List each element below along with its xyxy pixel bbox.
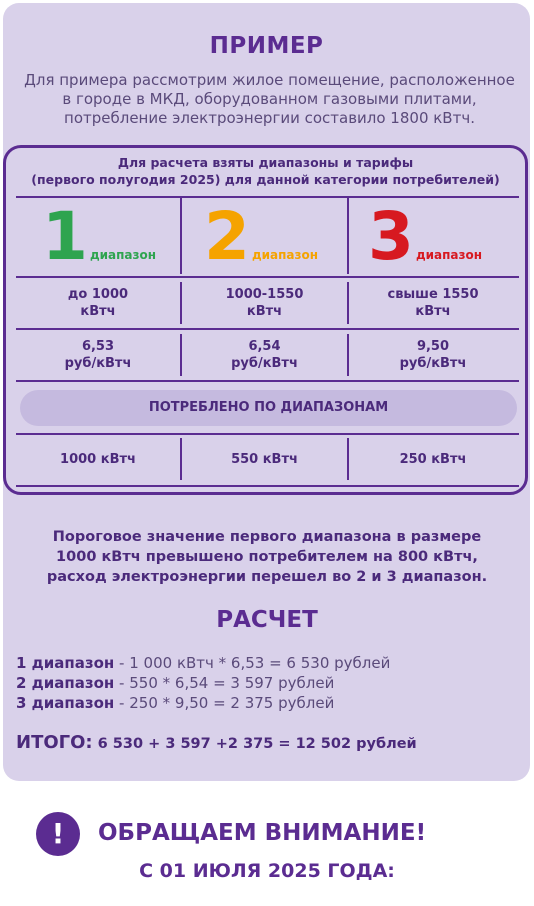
range-1-tariff	[16, 338, 180, 372]
range-3-consumed: 250 кВтч	[399, 452, 467, 467]
notice-date: С 01 ИЮЛЯ 2025 ГОДА:	[139, 860, 395, 882]
limit-value: свыше 1550	[387, 287, 479, 302]
intro-line: Для примера рассмотрим жилое помещение, расположенное	[24, 71, 515, 89]
range-2-tariff	[182, 338, 347, 372]
range-1-consumed: 1000 кВтч	[60, 452, 136, 467]
table-header-line: Для расчета взяты диапазоны и тарифы	[117, 155, 414, 170]
limit-unit: кВтч	[80, 304, 116, 319]
tariff-unit: руб/кВтч	[64, 356, 132, 371]
total-line	[16, 732, 417, 753]
range-3-number: 3	[368, 198, 414, 275]
calc-line-text: - 1 000 кВтч * 6,53 = 6 530 рублей	[114, 654, 391, 672]
threshold-note	[0, 527, 534, 587]
range-2-number: 2	[204, 198, 250, 275]
divider	[16, 380, 519, 382]
calc-line-text: - 250 * 9,50 = 2 375 рублей	[114, 694, 335, 712]
tariff-unit: руб/кВтч	[231, 356, 298, 371]
divider	[16, 433, 519, 435]
range-2-word: диапазон	[251, 248, 319, 262]
threshold-line: 1000 кВтч превышено потребителем на 800 кВтч,	[56, 549, 478, 565]
limit-unit: кВтч	[415, 304, 451, 319]
intro-line: потребление электроэнергии составило 1800 кВтч.	[64, 109, 475, 127]
limit-value: до 1000	[67, 287, 129, 302]
calc-line	[16, 673, 390, 693]
range-1-number: 1	[42, 198, 88, 275]
range-2-consumed: 550 кВтч	[231, 452, 298, 467]
tariff-value: 9,50	[416, 339, 450, 354]
limit-value: 1000-1550	[225, 287, 304, 302]
range-2-heading	[204, 198, 344, 275]
column-divider	[347, 198, 349, 274]
example-title: ПРИМЕР	[209, 33, 324, 59]
range-1-heading	[42, 198, 172, 275]
range-3-heading	[368, 198, 518, 275]
divider	[16, 328, 519, 330]
total-value: 6 530 + 3 597 +2 375 = 12 502 рублей	[92, 736, 417, 752]
calc-line-text: - 550 * 6,54 = 3 597 рублей	[114, 674, 335, 692]
table-header	[6, 154, 525, 188]
tariff-unit: руб/кВтч	[399, 356, 467, 371]
range-1-word: диапазон	[89, 248, 157, 262]
calc-line	[16, 693, 390, 713]
tariff-value: 6,53	[81, 339, 115, 354]
range-1-limit	[16, 286, 180, 320]
threshold-line: расход электроэнергии перешел во 2 и 3 диапазон.	[46, 569, 488, 585]
divider	[16, 485, 519, 487]
tariff-table	[3, 145, 528, 495]
intro-line: в городе в МКД, оборудованном газовыми плитами,	[62, 90, 477, 108]
calc-lines	[16, 653, 390, 713]
range-2-limit	[182, 286, 347, 320]
example-intro	[9, 71, 530, 128]
calc-line	[16, 653, 390, 673]
limit-unit: кВтч	[246, 304, 283, 319]
range-3-limit	[349, 286, 517, 320]
divider	[16, 276, 519, 278]
calc-title: РАСЧЕТ	[216, 607, 318, 633]
divider	[16, 196, 519, 198]
notice-title: ОБРАЩАЕМ ВНИМАНИЕ!	[98, 820, 427, 846]
total-label: ИТОГО:	[16, 732, 93, 753]
calc-line-label: 3 диапазон	[16, 694, 115, 712]
consumed-band: ПОТРЕБЛЕНО ПО ДИАПАЗОНАМ	[20, 390, 517, 426]
tariff-value: 6,54	[248, 339, 281, 354]
range-3-word: диапазон	[415, 248, 483, 262]
range-3-tariff	[349, 338, 517, 372]
column-divider	[180, 198, 182, 274]
exclamation-icon: !	[36, 812, 80, 856]
table-header-line: (первого полугодия 2025) для данной категории потребителей)	[31, 172, 500, 187]
threshold-line: Пороговое значение первого диапазона в размере	[52, 529, 482, 545]
calc-line-label: 1 диапазон	[16, 654, 115, 672]
calc-line-label: 2 диапазон	[16, 674, 115, 692]
